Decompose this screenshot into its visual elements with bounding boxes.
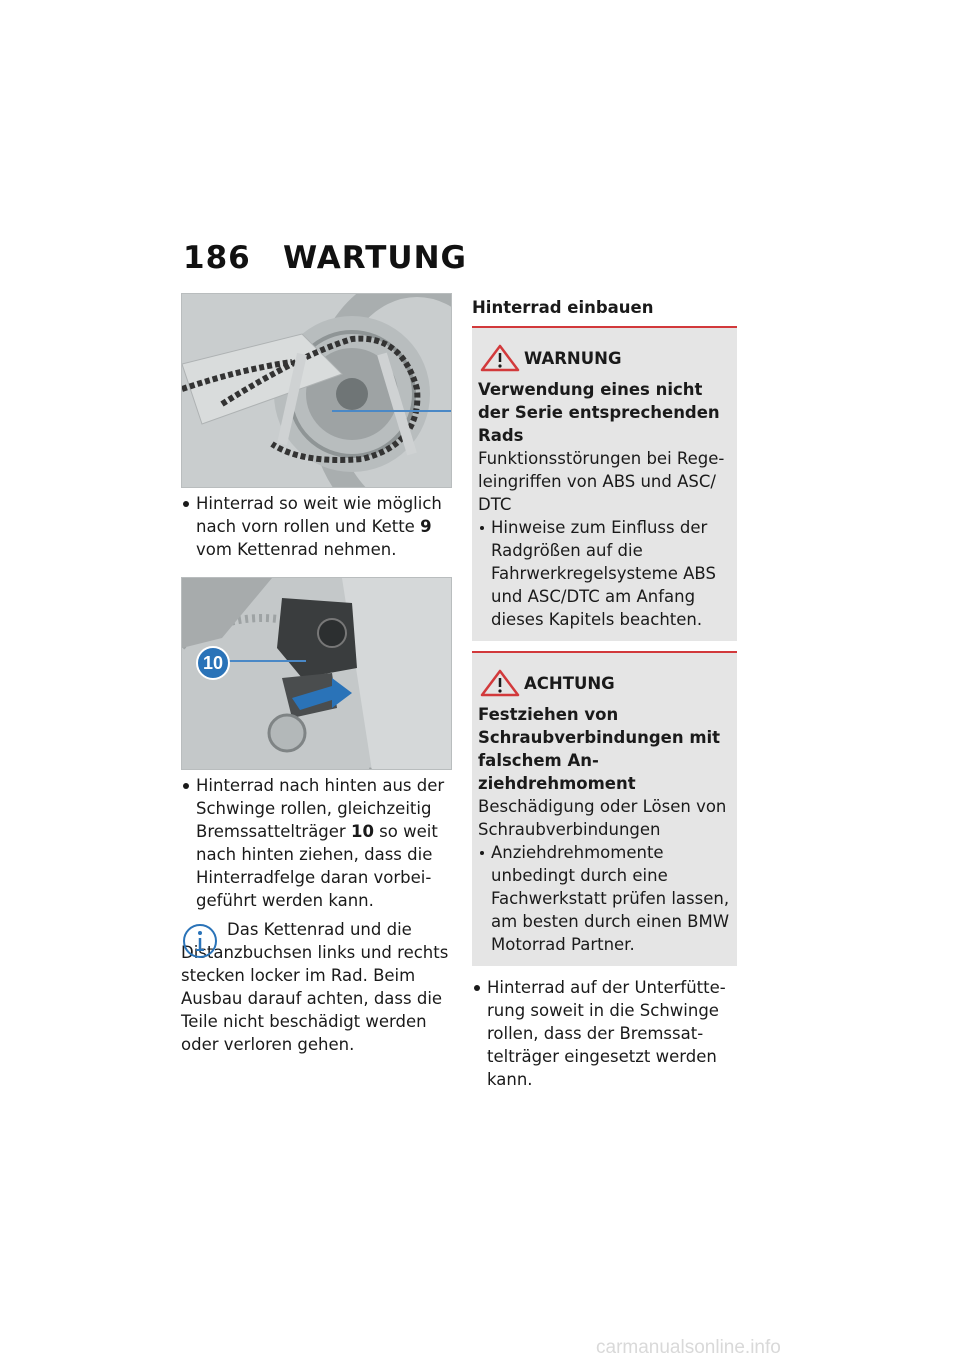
- caution-triangle-icon: [480, 669, 520, 697]
- warning-box: [472, 326, 737, 641]
- page-title: WARTUNG: [283, 240, 467, 276]
- caution-title: Festziehen von Schraubverbindungen mit falschem Anziehdrehmoment: [478, 705, 721, 793]
- warning-label: WARNUNG: [524, 348, 622, 368]
- step-install-wheel: Hinterrad auf der Unterfütterung soweit in die Schwinge rollen, dass der Bremssattelträger eingesetzt werden kann.: [472, 976, 737, 1091]
- watermark: carmanualsonline.info: [596, 1337, 781, 1358]
- caution-bullet: Anziehdrehmomente unbedingt durch eine Fachwerkstatt prüfen lassen, am besten durch einen BMW Motorrad Partner.: [478, 841, 731, 956]
- chain-wheel-photo: [181, 293, 452, 488]
- right-column: [472, 293, 737, 1091]
- warning-text: Funktionsstörungen bei Regeleingriffen von ABS und ASC/ DTC: [478, 449, 725, 514]
- page-header: [183, 240, 467, 276]
- warning-bullet: Hinweise zum Einfluss der Radgrößen auf die Fahrwerkregelsysteme ABS und ASC/DTC am Anfang dieses Kapitels beachten.: [478, 516, 731, 631]
- section-title: Hinterrad einbauen: [472, 298, 654, 317]
- callout-10: 10: [196, 646, 230, 680]
- caution-label: ACHTUNG: [524, 673, 615, 693]
- caution-box: [472, 651, 737, 966]
- info-note: [181, 918, 452, 1056]
- leader-line-9: [332, 410, 452, 412]
- warning-triangle-icon: [480, 344, 520, 372]
- step-remove-chain: Hinterrad so weit wie möglich nach vorn rollen und Kette 9 vom Kettenrad nehmen.: [181, 492, 452, 561]
- warning-title: Verwendung eines nicht der Serie entsprechenden Rads: [478, 380, 720, 445]
- brake-caliper-photo: [181, 577, 452, 770]
- left-column: [181, 293, 452, 1056]
- chain-wheel-illustration: [182, 294, 452, 488]
- caution-text: Beschädigung oder Lösen von Schraubverbindungen: [478, 797, 727, 839]
- leader-line-10: [226, 660, 306, 662]
- step-roll-wheel-out: Hinterrad nach hinten aus der Schwinge rollen, gleichzeitig Bremssattelträger 10 so weit nach hinten ziehen, dass die Hinterradfelge daran vorbeigeführt werden kann.: [181, 774, 452, 912]
- info-text: Das Kettenrad und die Distanzbuchsen links und rechts stecken locker im Rad. Beim Ausbau darauf achten, dass die Teile nicht beschädigt werden oder verloren gehen.: [181, 920, 449, 1054]
- page-number: 186: [183, 240, 251, 276]
- info-icon: [181, 922, 219, 960]
